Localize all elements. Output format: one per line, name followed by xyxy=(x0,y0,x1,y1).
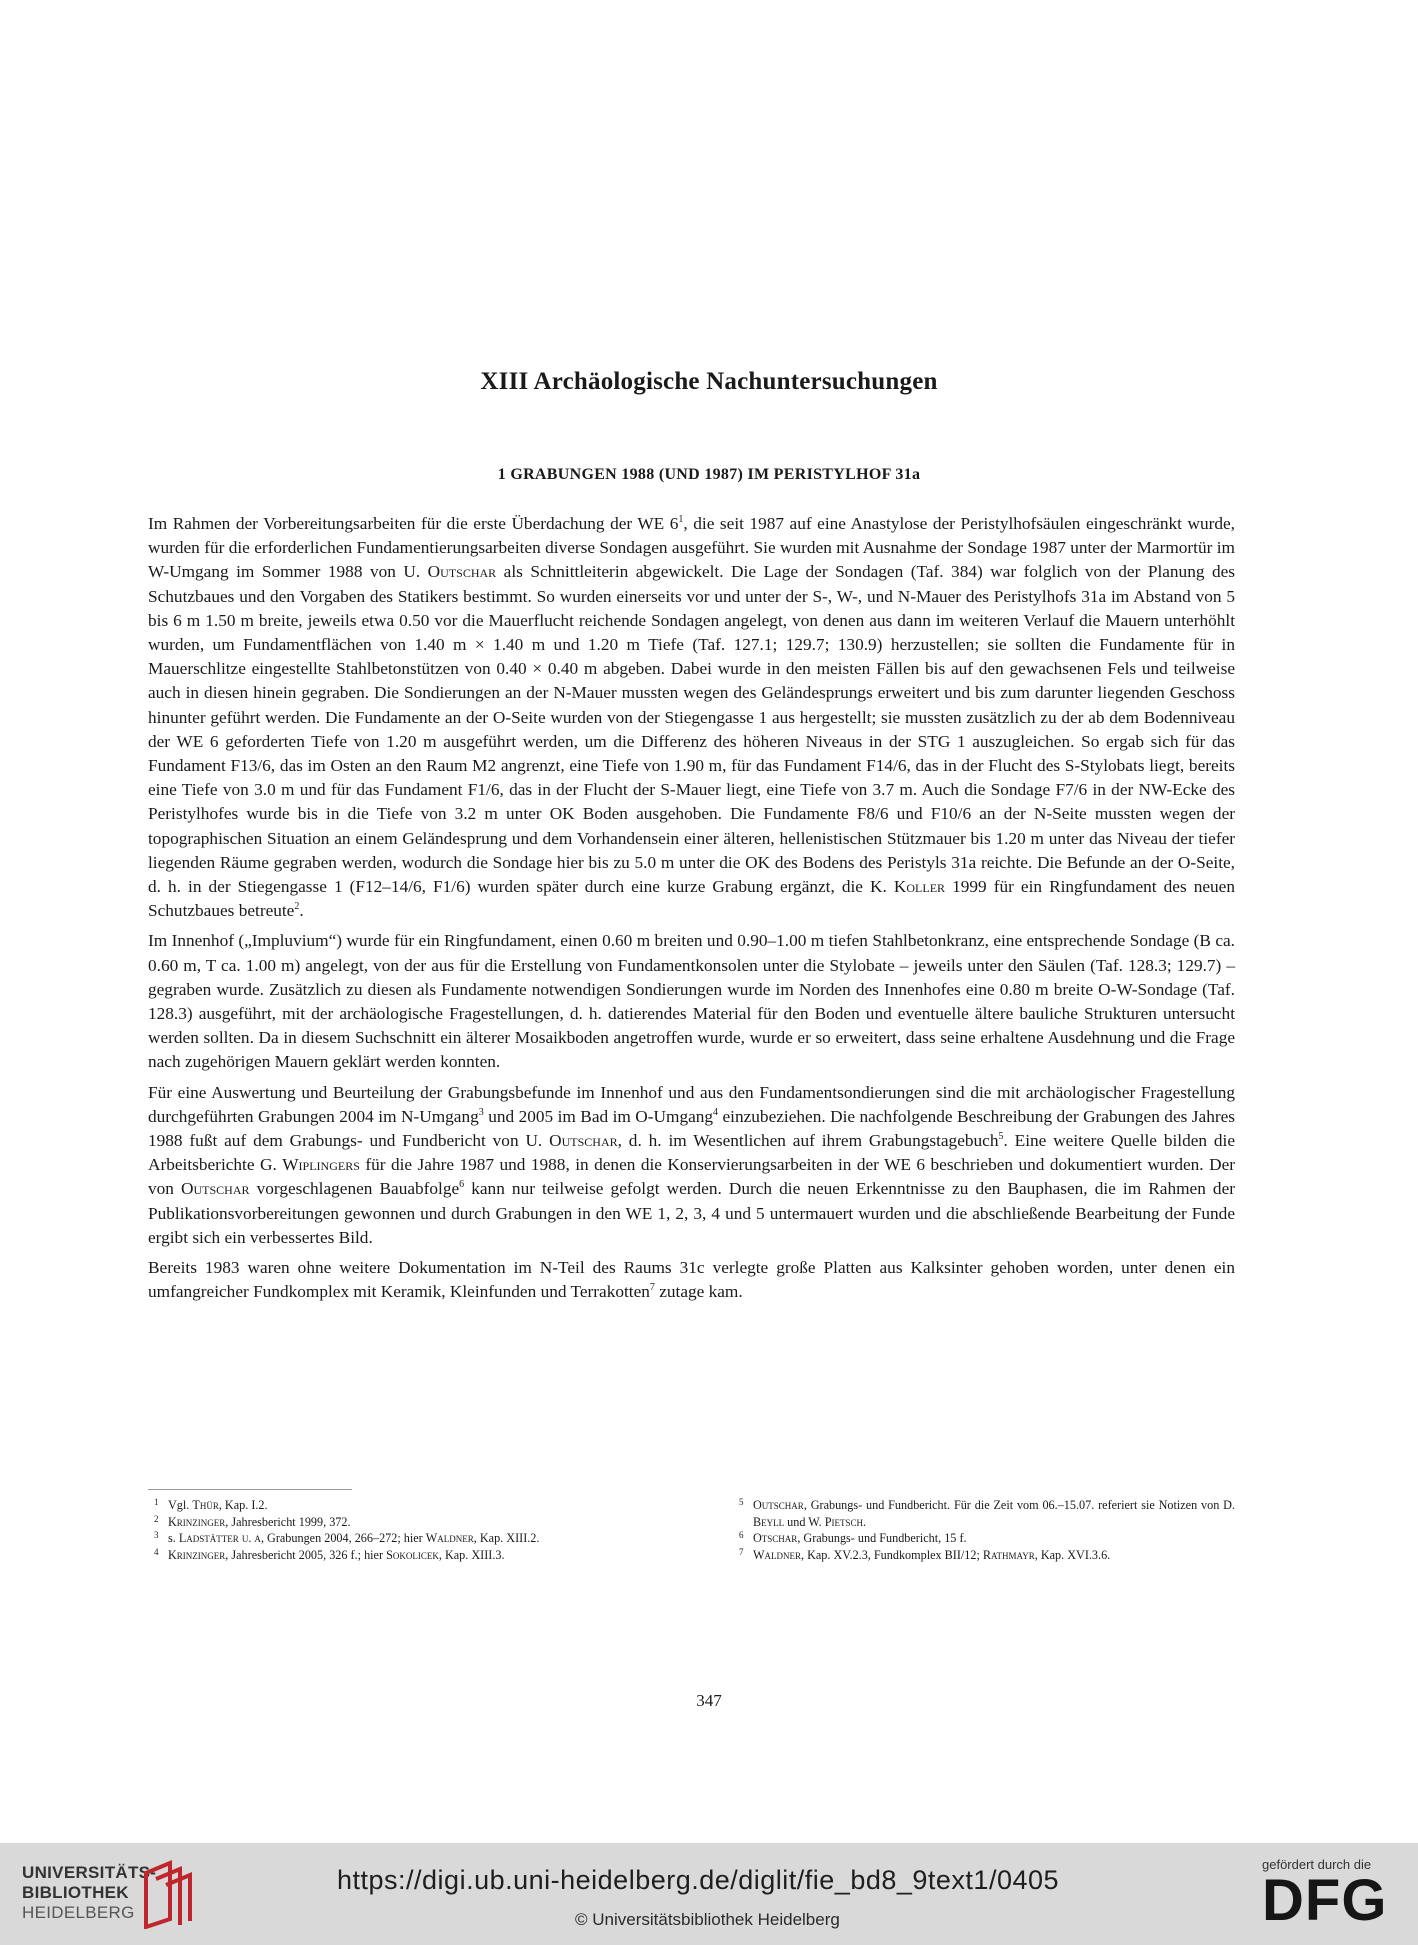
footnote-5: 5 Outschar, Grabungs- und Fundbericht. Für die Zeit vom 06.–15.07. referiert sie Notizen von D. Beyll und W. Pietsch. xyxy=(739,1497,1235,1529)
university-library-logo[interactable]: UNIVERSITÄTS- BIBLIOTHEK HEIDELBERG xyxy=(22,1863,157,1922)
chapter-title: XIII Archäologische Nachuntersuchungen xyxy=(480,368,938,395)
footnote-ref-5[interactable]: 5 xyxy=(998,1131,1004,1143)
author-name: Wiplingers xyxy=(282,1155,360,1175)
document-url-link[interactable]: https://digi.ub.uni-heidelberg.de/diglit/fie_bd8_9text1/0405 xyxy=(337,1865,1060,1895)
paragraph-3: Für eine Auswertung und Beurteilung der Grabungsbefunde im Innenhof und aus den Fundamentsondierungen sind die mit archäologischer Fragestellung durchgeführten Grabungen 2004 im N-Umgang$^3$ und 2005 im Bad im O-Umgang$^4$ einzubeziehen. Die nachfolgende Beschreibung der Grabungen des Jahres 1988 fußt auf dem Grabungs- und Fundbericht von U. Outschar, d. h. im Wesentlichen auf ihrem Grabungstagebuch$^5$. Eine weitere Quelle bilden die Arbeitsberichte G. Wiplingers für die Jahre 1987 und 1988, in denen die Konservierungsarbeiten in der WE 6 beschrieben und dokumentiert wurden. Der von Outschar vorgeschlagenen Bauabfolge$^6$ kann nur teilweise gefolgt werden. Durch die neuen Erkenntnisse zu den Bauphasen, die im Rahmen der Publikationsvorbereitungen gewonnen und durch Grabungen in den WE 1, 2, 3, 4 und 5 untermauert wurden und die abschließende Bearbeitung der Funde ergibt sich ein verbessertes Bild. xyxy=(148,1082,1236,1247)
paragraph-1: Im Rahmen der Vorbereitungsarbeiten für die erste Überdachung der WE $6^1$, die seit 1987 auf eine Anastylose der Peristylhofsäulen eingeschränkt wurde, wurden für die erforderlichen Fundamentierungsarbeiten diverse Sondagen ausgeführt. Sie wurden mit Ausnahme der Sondage 1987 unter der Marmortür im W-Umgang im Sommer 1988 von U. Outschar als Schnittleiterin abgewickelt. Die Lage der Sondagen (Taf. 384) war folglich von der Planung des Schutzbaues und den Vorgaben des Statikers bestimmt. So wurden einerseits vor und unter der S-, W-, und N-Mauer des Peristylhofs 31a im Abstand von 5 bis 6 m 1.50 m breite, jeweils etwa 0.50 vor die Mauerflucht reichende Sondagen angelegt, von denen aus dann im weiteren Verlauf die Mauern unterhöhlt wurden, um Fundamentflächen von 1.40 m × 1.40 m und 1.20 m Tiefe (Taf. 127.1; 129.7; 130.9) herzustellen; sie sollten die Fundamente für in Mauerschlitze eingestellte Stahlbetonstützen von 0.40 × 0.40 m abgeben. Dabei wurde in den meisten Fällen bis auf den gewachsenen Fels und teilweise auch in diesen hinein gegraben. Die Sondierungen an der N-Mauer mussten wegen des Geländesprungs erweitert und bis zum darunter liegenden Geschoss hinunter geführt werden. Die Fundamente an der O-Seite wurden von der Stiegengasse 1 aus hergestellt; sie mussten zusätzlich zu der ab dem Bodenniveau der WE 6 geforderten Tiefe von 1.20 m ausgeführt werden, um die Differenz des höheren Niveaus in der STG 1 auszugleichen. So ergab sich für das Fundament F13/6, das im Osten an den Raum M2 angrenzt, eine Tiefe von 1.90 m, für das Fundament F14/6, das in der Flucht des S-Stylobats liegt, bereits eine Tiefe von 3.0 m und für das Fundament F1/6, das in der Flucht der S-Mauer liegt, eine Tiefe von 3.7 m. Auch die Sondage F7/6 in der NW-Ecke des Peristylhofes wurde bis in die Tiefe von 3.2 m unter OK Boden ausgehoben. Die Fundamente F8/6 und F10/6 an der N-Seite mussten wegen der topographischen Situation an einem Geländesprung und dem Vorhandensein einer älteren, hellenistischen Stützmauer bis 1.20 m unter das Niveau der tiefer liegenden Räume gegraben werden, wodurch die Sondage hier bis zu 5.0 m unter die OK des Bodens des Peristyls 31a reichte. Die Befunde an der O-Seite, d. h. in der Stiegengasse 1 (F12–14/6, F1/6) wurden später durch eine kurze Grabung ergänzt, die K. Koller 1999 für ein Ringfundament des neuen Schutzbaues betreute$^2$. xyxy=(148,514,1236,921)
section-title: 1 GRABUNGEN 1988 (UND 1987) IM PERISTYLHOF 31a xyxy=(497,466,921,483)
library-logo-mark-icon xyxy=(140,1859,196,1929)
author-name: Outschar xyxy=(427,562,497,582)
footnote-ref-6[interactable]: 6 xyxy=(459,1179,465,1191)
author-name: Koller xyxy=(893,877,946,897)
footnote-ref-3[interactable]: 3 xyxy=(478,1107,484,1119)
page-number: 347 xyxy=(696,1691,722,1710)
body-text xyxy=(148,512,1235,1311)
footnote-6: 6 Otschar, Grabungs- und Fundbericht, 15 f. xyxy=(739,1530,967,1546)
author-name: Outschar xyxy=(181,1179,250,1199)
footnote-ref-1[interactable]: 1 xyxy=(678,514,684,526)
footnote-1: 1 Vgl. Thür, Kap. I.2. xyxy=(154,1497,268,1512)
paragraph-2: Im Innenhof („Impluvium“) wurde für ein Ringfundament, einen 0.60 m breiten und 0.90–1.00 m tiefen Stahlbetonkranz, eine entsprechende Sondage (B ca. 0.60 m, T ca. 1.00 m) angelegt, von der aus für die Erstellung von Fundamentkonsolen unter die Stylobate – jeweils unter den Säulen (Taf. 128.3; 129.7) – gegraben wurde. Zusätzlich zu diesen als Fundamente notwendigen Sondierungen wurde im Norden des Innenhofes eine 0.80 m breite O-W-Sondage (Taf. 128.3) ausgeführt, mit der archäologische Fragestellungen, d. h. datierendes Material für den Boden und eventuelle ältere bauliche Strukturen untersucht werden sollten. Da in diesem Suchschnitt ein älterer Mosaikboden angetroffen wurde, wurde er so erweitert, dass seine erhaltene Ausdehnung und die Frage nach zugehörigen Mauern geklärt werden konnten. xyxy=(148,931,1235,1072)
author-name: Outschar xyxy=(549,1131,618,1151)
footnote-3: 3 s. Ladstätter u. a, Grabungen 2004, 266–272; hier Waldner, Kap. XIII.2. xyxy=(154,1530,540,1546)
footnote-4: 4 Krinzinger, Jahresbericht 2005, 326 f.; hier Sokolicek, Kap. XIII.3. xyxy=(154,1546,505,1562)
footnotes-right-column xyxy=(733,1497,1235,1563)
footnote-ref-2[interactable]: 2 xyxy=(294,901,300,913)
footnote-2: 2 Krinzinger, Jahresbericht 1999, 372. xyxy=(154,1513,351,1529)
footnote-divider xyxy=(148,1489,352,1490)
copyright-notice: © Universitätsbibliothek Heidelberg xyxy=(575,1910,840,1929)
footnotes-left-column xyxy=(148,1497,634,1563)
footnote-ref-7[interactable]: 7 xyxy=(649,1282,655,1294)
viewer-footer xyxy=(0,1843,1418,1945)
footnote-ref-4[interactable]: 4 xyxy=(713,1107,719,1119)
paragraph-4: Bereits 1983 waren ohne weitere Dokumentation im N-Teil des Raums 31c verlegte große Platten aus Kalksinter gehoben worden, unter denen ein umfangreicher Fundkomplex mit Keramik, Kleinfunden und Terrakotten$^7$ zutage kam. xyxy=(148,1258,1235,1302)
footnote-7: 7 Waldner, Kap. XV.2.3, Fundkomplex BII/12; Rathmayr, Kap. XVI.3.6. xyxy=(739,1546,1111,1562)
dfg-logo[interactable]: gefördert durch die DFG xyxy=(1262,1857,1388,1933)
